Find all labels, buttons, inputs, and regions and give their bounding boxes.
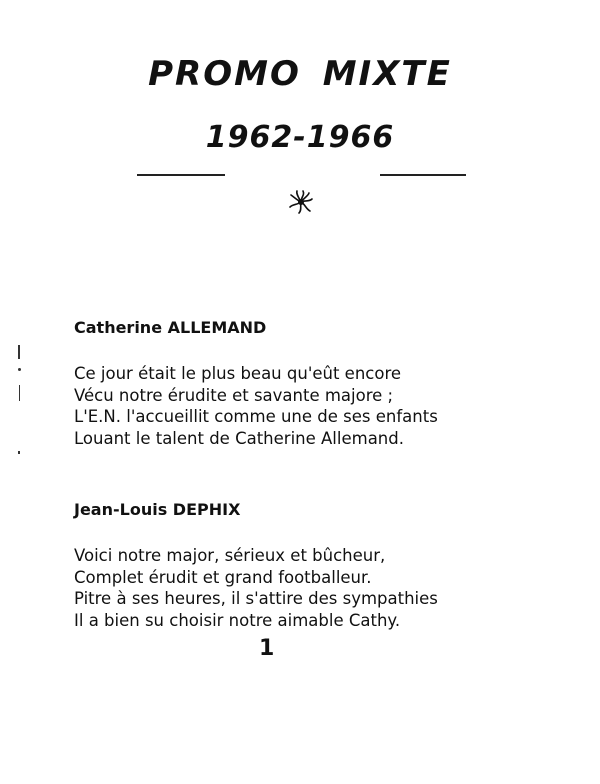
poem-line: Pitre à ses heures, il s'attire des sympathies <box>74 589 438 608</box>
page-title: PROMO MIXTE <box>148 54 452 94</box>
poem-line: Ce jour était le plus beau qu'eût encore <box>74 364 402 383</box>
poem-line: Louant le talent de Catherine Allemand. <box>74 428 404 448</box>
poem <box>74 545 438 631</box>
poem-line: L'E.N. l'accueillit comme une de ses enfants <box>74 407 438 426</box>
entry-name: Catherine ALLEMAND <box>74 318 267 337</box>
entry-name: Jean-Louis DEPHIX <box>74 500 241 519</box>
scan-mark <box>18 451 20 454</box>
poem-line: Vécu notre érudite et savante majore ; <box>74 385 394 405</box>
page-number: 1 <box>259 636 275 661</box>
divider-right <box>380 174 466 176</box>
poem <box>74 363 438 449</box>
page-years: 1962-1966 <box>205 120 395 155</box>
scan-mark <box>18 345 20 359</box>
ornament-icon <box>287 188 315 216</box>
poem-line: Voici notre major, sérieux et bûcheur, <box>74 546 386 565</box>
divider-left <box>137 174 225 176</box>
poem-line: Complet érudit et grand footballeur. <box>74 567 372 587</box>
scan-mark <box>18 368 21 371</box>
poem-line: Il a bien su choisir notre aimable Cathy. <box>74 610 401 630</box>
scan-mark <box>19 385 20 401</box>
